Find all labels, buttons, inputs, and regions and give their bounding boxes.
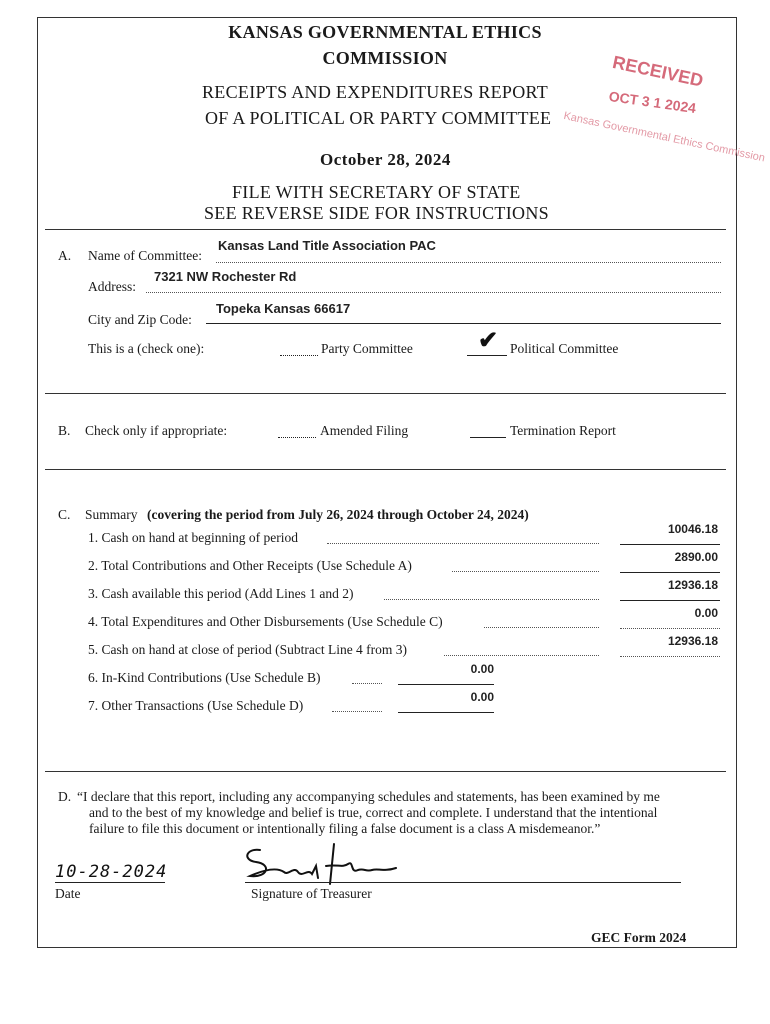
leader-dots — [352, 683, 382, 684]
city-zip-label: City and Zip Code: — [88, 312, 192, 327]
summary-line-7-value: 0.00 — [470, 690, 494, 704]
committee-type-label: This is a (check one): — [88, 341, 205, 356]
summary-line-5-label: 5. Cash on hand at close of period (Subtract Line 4 from 3) — [88, 642, 408, 657]
summary-line-4-label: 4. Total Expenditures and Other Disbursements (Use Schedule C) — [88, 614, 443, 629]
date-label: Date — [55, 886, 81, 901]
section-divider — [45, 771, 726, 772]
declaration-line-1: “I declare that this report, including any accompanying schedules and statements, has been examined by me — [77, 789, 660, 804]
city-zip-line — [206, 323, 721, 324]
summary-label: Summary — [85, 507, 138, 522]
form-title-line1: KANSAS GOVERNMENTAL ETHICS — [228, 22, 542, 42]
date-line — [55, 882, 165, 883]
section-d-letter: D. — [58, 789, 72, 804]
leader-dots — [327, 543, 599, 544]
received-stamp-agency: Kansas Governmental Ethics Commission — [562, 110, 766, 165]
form-id: GEC Form 2024 — [591, 930, 687, 945]
committee-name-line — [216, 262, 721, 263]
committee-name-value: Kansas Land Title Association PAC — [218, 238, 436, 253]
received-stamp-label: RECEIVED — [610, 52, 706, 91]
section-divider — [45, 469, 726, 470]
leader-dots — [444, 655, 599, 656]
declaration-line-2: and to the best of my knowledge and belief is true, correct and complete. I understand that the intentional — [89, 805, 658, 820]
summary-line-7-line — [398, 712, 494, 713]
party-committee-label: Party Committee — [321, 341, 413, 356]
summary-line-5-line — [620, 656, 720, 657]
file-instruction-line1: FILE WITH SECRETARY OF STATE — [232, 182, 521, 202]
political-committee-blank — [467, 355, 507, 356]
received-stamp-date: OCT 3 1 2024 — [607, 88, 698, 117]
form-title-line2: COMMISSION — [322, 48, 448, 68]
address-value: 7321 NW Rochester Rd — [154, 269, 297, 284]
leader-dots — [384, 599, 599, 600]
section-c-letter: C. — [58, 507, 71, 522]
summary-line-3-line — [620, 600, 720, 601]
amended-filing-label: Amended Filing — [320, 423, 409, 438]
leader-dots — [484, 627, 599, 628]
section-b-letter: B. — [58, 423, 71, 438]
summary-line-3-value: 12936.18 — [667, 578, 718, 592]
section-a-letter: A. — [58, 248, 72, 263]
amended-filing-blank — [278, 437, 316, 438]
signature-date-value: 10-28-2024 — [55, 862, 168, 882]
signature-line — [245, 882, 681, 883]
summary-line-6-label: 6. In-Kind Contributions (Use Schedule B) — [88, 670, 321, 685]
declaration-line-3: failure to file this document or intentionally filing a false document is a class A misdemeanor.” — [89, 821, 601, 836]
address-label: Address: — [88, 279, 136, 294]
signature-label: Signature of Treasurer — [251, 886, 372, 901]
section-divider — [45, 393, 726, 394]
report-subtitle-line2: OF A POLITICAL OR PARTY COMMITTEE — [205, 108, 552, 128]
leader-dots — [332, 711, 382, 712]
check-if-appropriate-label: Check only if appropriate: — [85, 423, 228, 438]
summary-line-1-line — [620, 544, 720, 545]
file-instruction-line2: SEE REVERSE SIDE FOR INSTRUCTIONS — [204, 203, 549, 223]
summary-line-6-line — [398, 684, 494, 685]
leader-dots — [452, 571, 599, 572]
summary-line-5-value: 12936.18 — [667, 634, 718, 648]
political-committee-check-icon: ✔ — [478, 328, 499, 354]
summary-line-2-label: 2. Total Contributions and Other Receipts (Use Schedule A) — [88, 558, 412, 573]
summary-line-3-label: 3. Cash available this period (Add Lines 1 and 2) — [88, 586, 354, 601]
party-committee-blank — [280, 355, 318, 356]
summary-line-7-label: 7. Other Transactions (Use Schedule D) — [88, 698, 304, 713]
termination-report-label: Termination Report — [510, 423, 616, 438]
city-zip-value: Topeka Kansas 66617 — [216, 301, 351, 316]
summary-line-4-value: 0.00 — [694, 606, 718, 620]
summary-period: (covering the period from July 26, 2024 through October 24, 2024) — [147, 507, 529, 522]
summary-line-2-line — [620, 572, 720, 573]
address-line — [146, 292, 721, 293]
summary-line-6-value: 0.00 — [470, 662, 494, 676]
summary-line-1-value: 10046.18 — [667, 522, 718, 536]
summary-line-2-value: 2890.00 — [674, 550, 718, 564]
report-subtitle-line1: RECEIPTS AND EXPENDITURES REPORT — [202, 82, 549, 102]
political-committee-label: Political Committee — [510, 341, 619, 356]
termination-report-blank — [470, 437, 506, 438]
committee-name-label: Name of Committee: — [88, 248, 202, 263]
summary-line-4-line — [620, 628, 720, 629]
report-date: October 28, 2024 — [320, 150, 451, 169]
section-divider — [45, 229, 726, 230]
summary-line-1-label: 1. Cash on hand at beginning of period — [88, 530, 298, 545]
